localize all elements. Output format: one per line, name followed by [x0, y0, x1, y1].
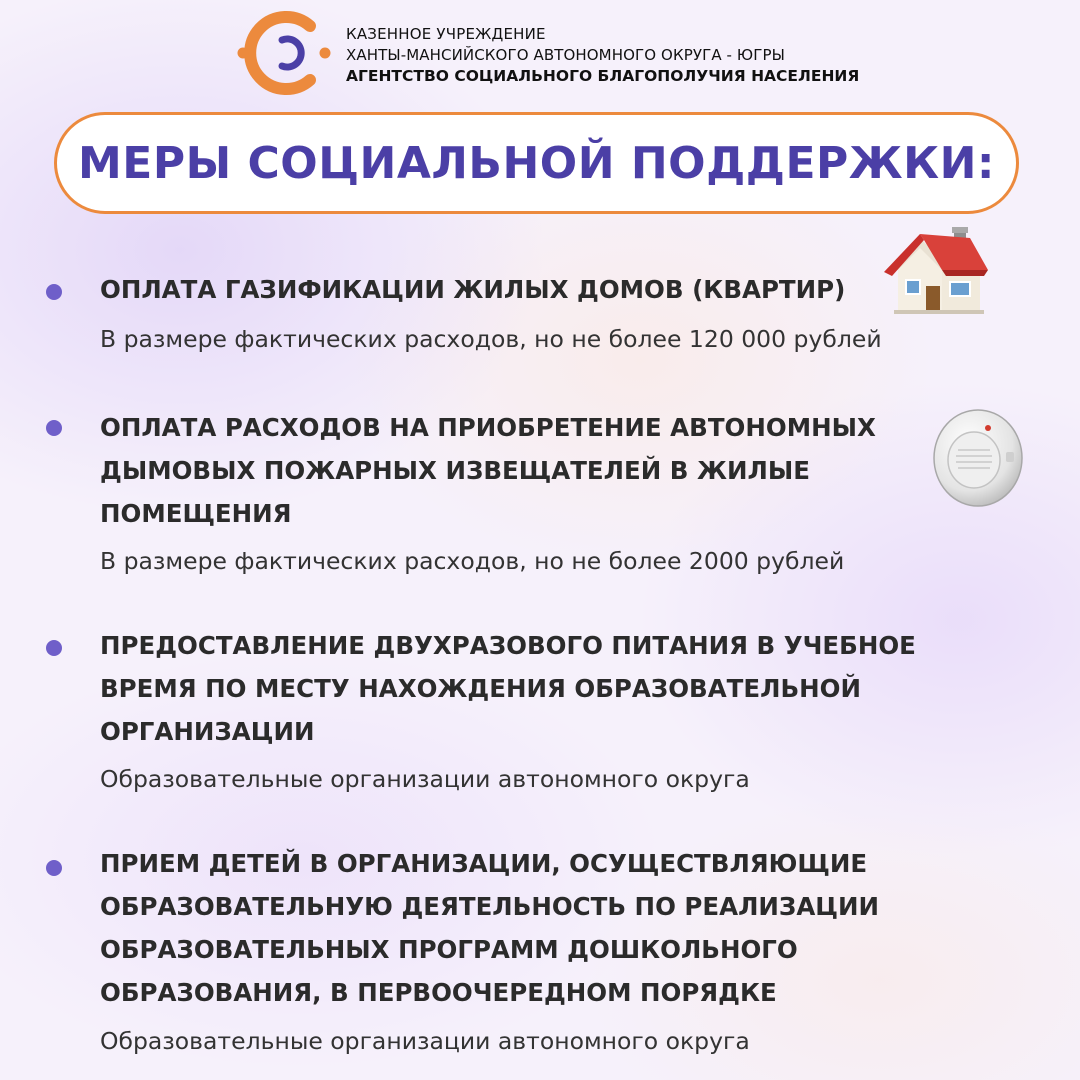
item-title — [100, 406, 876, 535]
header — [232, 10, 872, 96]
item-title — [100, 268, 845, 311]
bullet-dot — [46, 284, 62, 300]
item-description: Образовательные организации автономного округа — [100, 1027, 750, 1055]
item-title — [100, 624, 916, 753]
agency-logo-icon — [232, 10, 332, 96]
bullet-dot — [46, 860, 62, 876]
item-title-line: ОРГАНИЗАЦИИ — [100, 717, 315, 746]
item-title-line: ПРЕДОСТАВЛЕНИЕ ДВУХРАЗОВОГО ПИТАНИЯ В УЧЕБНОЕ — [100, 631, 916, 660]
page-title: МЕРЫ СОЦИАЛЬНОЙ ПОДДЕРЖКИ: — [78, 137, 995, 189]
org-line-2: ХАНТЫ-МАНСИЙСКОГО АВТОНОМНОГО ОКРУГА - ЮГРЫ — [346, 46, 785, 64]
item-description: В размере фактических расходов, но не более 2000 рублей — [100, 547, 845, 575]
item-title-line: ПОМЕЩЕНИЯ — [100, 499, 292, 528]
list-item-preschool — [0, 842, 1080, 1062]
bullet-dot — [46, 640, 62, 656]
item-title-line: ПРИЕМ ДЕТЕЙ В ОРГАНИЗАЦИИ, ОСУЩЕСТВЛЯЮЩИЕ — [100, 849, 868, 878]
title-banner — [54, 112, 1019, 214]
list-item-smoke-detectors — [0, 408, 1080, 588]
bullet-dot — [46, 420, 62, 436]
item-title-line: ОПЛАТА РАСХОДОВ НА ПРИОБРЕТЕНИЕ АВТОНОМНЫХ — [100, 413, 876, 442]
item-title-line: ВРЕМЯ ПО МЕСТУ НАХОЖДЕНИЯ ОБРАЗОВАТЕЛЬНОЙ — [100, 674, 861, 703]
item-title — [100, 842, 879, 1014]
item-title-line: ОБРАЗОВАНИЯ, В ПЕРВООЧЕРЕДНОМ ПОРЯДКЕ — [100, 978, 777, 1007]
org-line-3: АГЕНТСТВО СОЦИАЛЬНОГО БЛАГОПОЛУЧИЯ НАСЕЛЕНИЯ — [346, 67, 860, 85]
smoke-detector-icon — [930, 404, 1026, 508]
item-title-line: ОПЛАТА ГАЗИФИКАЦИИ ЖИЛЫХ ДОМОВ (КВАРТИР) — [100, 275, 846, 304]
item-description: Образовательные организации автономного округа — [100, 765, 750, 793]
item-description: В размере фактических расходов, но не более 120 000 рублей — [100, 325, 882, 353]
item-title-line: ОБРАЗОВАТЕЛЬНУЮ ДЕЯТЕЛЬНОСТЬ ПО РЕАЛИЗАЦИИ — [100, 892, 880, 921]
house-icon — [884, 224, 988, 316]
org-line-1: КАЗЕННОЕ УЧРЕЖДЕНИЕ — [346, 25, 546, 43]
organization-name — [346, 24, 859, 87]
item-title-line: ОБРАЗОВАТЕЛЬНЫХ ПРОГРАММ ДОШКОЛЬНОГО — [100, 935, 798, 964]
item-title-line: ДЫМОВЫХ ПОЖАРНЫХ ИЗВЕЩАТЕЛЕЙ В ЖИЛЫЕ — [100, 456, 810, 485]
list-item-meals — [0, 624, 1080, 804]
